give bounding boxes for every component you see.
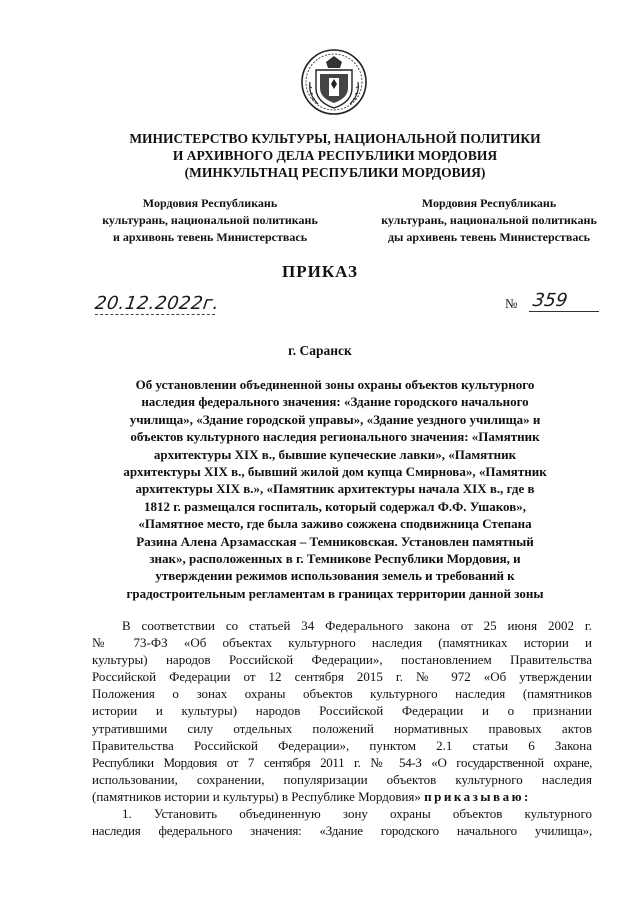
ministry-line-3: (МИНКУЛЬТНАЦ РЕСПУБЛИКИ МОРДОВИЯ): [184, 165, 486, 180]
order-word: приказываю:: [424, 788, 531, 804]
body-line: Российской Федерации от 12 сентября 2015 г. № 972 «Об утверждении: [92, 669, 592, 685]
number-sign: №: [505, 296, 518, 311]
subject-line: «Памятное место, где была заживо сожжена сподвижница Степана: [138, 516, 532, 532]
body-line-with-order: [92, 788, 592, 805]
moksha-header-left: [80, 195, 340, 246]
subject-line: 1812 г. размещался госпиталь, который содержал Ф.Ф. Ушаков»,: [143, 498, 526, 514]
subject-line: Разина Алена Арзамасская – Темниковская. Установлен памятный: [136, 533, 534, 549]
ministry-header: [90, 130, 580, 181]
order-date: [95, 293, 225, 317]
date-underline: [95, 314, 215, 315]
subject-line: наследия федерального значения: «Здание городского начального: [141, 394, 529, 410]
subject-line: Об установлении объединенной зоны охраны объектов культурного: [135, 377, 535, 392]
body-line: истории и культуры) народов Российской Федерации и о признании: [92, 703, 592, 719]
body-line: Правительства Российской Федерации», пунктом 2.1 статьи 6 Закона: [92, 737, 592, 753]
moksha-left-line-2: культурань, национальной политикань: [102, 213, 318, 227]
city-line: г. Саранск: [288, 343, 352, 358]
body-line: В соответствии со статьей 34 Федерального закона от 25 июня 2002 г.: [122, 618, 592, 633]
erzya-right-line-2: культурань, национальной политикань: [381, 213, 597, 227]
order-body: [92, 617, 592, 839]
subject-line: знак», расположенных в г. Темникове Республики Мордовия, и: [149, 551, 521, 567]
subject-line: утверждении режимов использования земель и требований к: [155, 568, 515, 584]
erzya-header-right: [358, 195, 620, 246]
number-underline: [529, 311, 599, 312]
handwritten-number: 359: [531, 290, 569, 311]
item-1-line: 1. Установить объединенную зону охраны объектов культурного: [122, 806, 592, 822]
item-1-line: наследия федерального значения: «Здание городского начального училища»,: [92, 823, 592, 839]
moksha-left-line-1: Мордовия Республикань: [142, 196, 278, 210]
subject-line: архитектуры XIX в.», «Памятник архитектуры начала XIX в., где в: [135, 481, 535, 497]
body-line: утратившими силу отдельных положений нормативных правовых актов: [92, 720, 592, 736]
moksha-left-line-3: и архивонь тевень Министерствась: [112, 230, 308, 244]
body-line: использовании, сохранении, популяризации объектов культурного наследия: [92, 771, 592, 787]
republic-of-mordovia-coat-of-arms-icon: [300, 48, 368, 116]
order-number: [505, 290, 605, 314]
body-line: № 73-ФЗ «Об объектах культурного наследия (памятниках истории и: [92, 635, 592, 651]
subject-line: училища», «Здание городской управы», «Здание уездного училища» и: [129, 411, 541, 427]
erzya-right-line-3: ды архивень тевень Министерствась: [387, 230, 591, 244]
body-line: (памятников истории и культуры) в Республике Мордовия»: [92, 788, 421, 804]
document-title: ПРИКАЗ: [282, 262, 358, 281]
ministry-line-2: И АРХИВНОГО ДЕЛА РЕСПУБЛИКИ МОРДОВИЯ: [172, 148, 498, 163]
body-line: культуры) народов Российской Федерации», постановлением Правительства: [92, 652, 592, 668]
handwritten-date: 20.12.2022г.: [93, 293, 221, 314]
subject-line: градостроительным регламентам в границах территории данной зоны: [126, 585, 544, 601]
body-line: Положения о зонах охраны объектов культурного наследия (памятников: [92, 686, 592, 702]
ministry-line-1: МИНИСТЕРСТВО КУЛЬТУРЫ, НАЦИОНАЛЬНОЙ ПОЛИТИКИ: [129, 131, 541, 146]
erzya-right-line-1: Мордовия Республикань: [421, 196, 557, 210]
subject-line: архитектуры XIX в., бывшие купеческие лавки», «Памятник: [153, 446, 517, 462]
body-line: Республики Мордовия от 7 сентября 2011 г. № 54-З «О государственной охране,: [92, 754, 592, 770]
subject-line: архитектуры XIX в., бывший жилой дом купца Смирнова», «Памятник: [123, 464, 547, 480]
subject-line: объектов культурного наследия регионального значения: «Памятник: [130, 429, 540, 445]
order-subject: [100, 376, 570, 602]
